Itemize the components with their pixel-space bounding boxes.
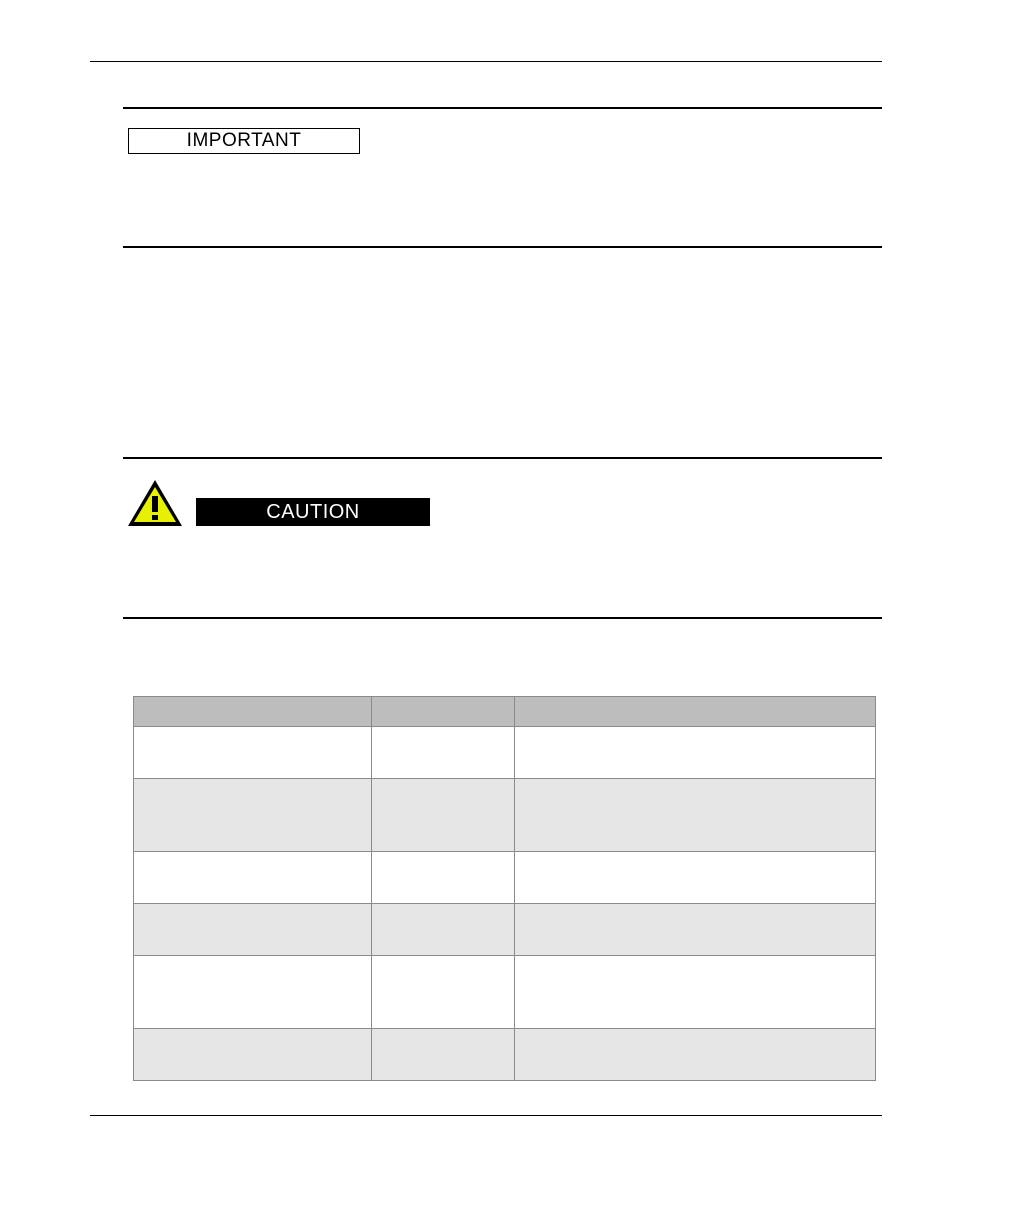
caution-bottom-rule [123, 617, 882, 619]
table-row [134, 956, 876, 1029]
caution-label: CAUTION [266, 500, 360, 523]
table-cell [515, 904, 876, 956]
table-cell [134, 779, 372, 852]
specification-table [133, 696, 876, 1081]
table-cell [134, 1029, 372, 1081]
caution-top-rule [123, 457, 882, 459]
table-cell [372, 852, 515, 904]
table-header-row [134, 697, 876, 727]
table-cell [372, 779, 515, 852]
table-cell [134, 852, 372, 904]
table-row [134, 852, 876, 904]
table-row [134, 779, 876, 852]
caution-label-box [196, 498, 430, 526]
table-cell [134, 904, 372, 956]
important-bottom-rule [123, 246, 882, 248]
important-label-box [128, 128, 360, 154]
warning-triangle-icon [126, 478, 184, 528]
table-cell [515, 779, 876, 852]
important-top-rule [123, 107, 882, 109]
table-row [134, 1029, 876, 1081]
table-cell [515, 852, 876, 904]
page-header-rule [90, 61, 882, 62]
table-header-cell [372, 697, 515, 727]
page-footer-rule [90, 1115, 882, 1116]
table-cell [372, 956, 515, 1029]
table-cell [515, 727, 876, 779]
table-cell [372, 904, 515, 956]
table-cell [372, 727, 515, 779]
table-cell [515, 956, 876, 1029]
table-header-cell [134, 697, 372, 727]
table-cell [134, 727, 372, 779]
table-cell [515, 1029, 876, 1081]
table-cell [134, 956, 372, 1029]
table-row [134, 904, 876, 956]
important-label: IMPORTANT [186, 130, 302, 151]
table-cell [372, 1029, 515, 1081]
table-header-cell [515, 697, 876, 727]
table-row [134, 727, 876, 779]
